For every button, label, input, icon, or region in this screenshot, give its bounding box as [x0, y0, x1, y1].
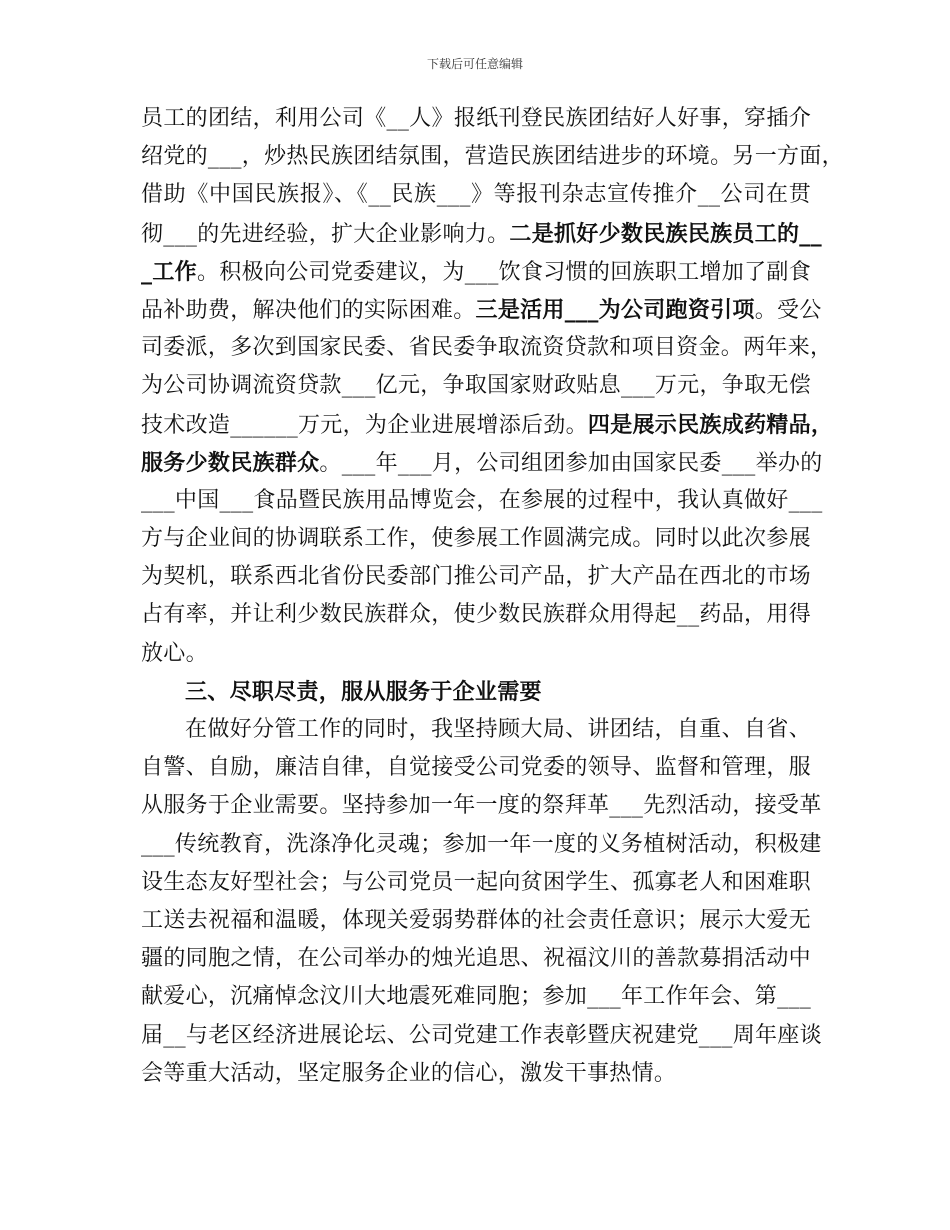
text-run: 献爱心，沉痛悼念汶川大地震死难同胞；参加___年工作年会、第___ — [141, 984, 811, 1010]
paragraph-2-continuation — [141, 100, 844, 673]
section-heading-3: 三、尽职尽责，服从服务于企业需要 — [185, 678, 542, 705]
text-run: 员工的团结，利用公司《__人》报纸刊登民族团结好人好事，穿插介 — [141, 106, 811, 131]
text-line — [141, 253, 811, 291]
text-run: 技术改造______万元，为企业进展增添后劲。 — [141, 412, 588, 438]
text-line — [141, 482, 823, 520]
text-line — [141, 635, 811, 673]
bold-text-run: 三是活用___为公司跑资引项 — [475, 296, 755, 323]
text-line — [141, 215, 822, 253]
text-line — [141, 558, 811, 596]
text-run: 。积极向公司党委建议，为___饮食习惯的回族职工增加了副食 — [196, 259, 812, 285]
text-run: 从服务于企业需要。坚持参加一年一度的祭拜革___先烈活动，接受革 — [141, 793, 822, 819]
bold-text-run: 服务少数民族群众 — [141, 449, 320, 476]
text-line — [141, 940, 811, 978]
text-run: 品补助费，解决他们的实际困难。 — [141, 297, 476, 323]
bold-text-run: _工作 — [141, 258, 197, 285]
page-header: 下载后可任意编辑 — [426, 57, 523, 71]
text-run: 彻___的先进经验，扩大企业影响力。 — [141, 221, 510, 247]
text-line — [141, 444, 823, 482]
text-line — [141, 902, 811, 940]
text-line — [141, 367, 811, 405]
text-line — [141, 978, 811, 1016]
text-run: 占有率，并让利少数民族群众，使少数民族群众用得起__药品，用得 — [141, 602, 811, 628]
bold-text-run: 四是展示民族成药精品， — [587, 411, 834, 438]
text-run: 在做好分管工作的同时，我坚持顾大局、讲团结，自重、自省、 — [185, 717, 811, 742]
text-run: ___传统教育，洗涤净化灵魂；参加一年一度的义务植树活动，积极建 — [141, 831, 822, 857]
text-run: 自警、自励，廉洁自律，自觉接受公司党委的领导、监督和管理，服 — [141, 755, 811, 781]
text-line — [141, 826, 822, 864]
text-line — [141, 596, 811, 634]
text-run: 放心。 — [141, 640, 208, 666]
text-run: 届__与老区经济进展论坛、公司党建工作表彰暨庆祝建党___周年座谈 — [141, 1022, 822, 1048]
bold-text-run: 二是抓好少数民族民族员工的__ — [509, 220, 822, 247]
text-line — [141, 787, 822, 825]
text-run: 工送去祝福和温暖，体现关爱弱势群体的社会责任意识；展示大爱无 — [141, 907, 811, 933]
text-run: 为契机，联系西北省份民委部门推公司产品，扩大产品在西北的市场 — [141, 564, 811, 590]
text-run: 借助《中国民族报》、《__民族___》等报刊杂志宣传推介__公司在贯 — [141, 182, 811, 208]
text-line — [141, 329, 833, 367]
text-run: 。___年___月，公司组团参加由国家民委___举办的 — [319, 450, 823, 476]
paragraph-section-3 — [141, 711, 822, 1093]
text-run: ___中国___食品暨民族用品博览会，在参展的过程中，我认真做好___ — [141, 487, 823, 513]
text-line — [141, 749, 811, 787]
text-run: 司委派，多次到国家民委、省民委争取流资贷款和项目资金。两年来， — [141, 335, 833, 361]
text-line — [141, 520, 811, 558]
text-line — [141, 1017, 822, 1055]
text-line — [141, 864, 811, 902]
document-body — [141, 100, 844, 1093]
text-run: 方与企业间的协调联系工作，使参展工作圆满完成。同时以此次参展 — [141, 526, 811, 552]
text-run: 疆的同胞之情，在公司举办的烛光追思、祝福汶川的善款募捐活动中 — [141, 946, 811, 972]
text-run: 绍党的___，炒热民族团结氛围，营造民族团结进步的环境。另一方面， — [141, 144, 844, 170]
text-run: 为公司协调流资贷款___亿元，争取国家财政贴息___万元，争取无偿 — [141, 373, 811, 399]
text-run: 设生态友好型社会；与公司党员一起向贫困学生、孤寡老人和困难职 — [141, 869, 811, 895]
text-line — [141, 1055, 811, 1093]
text-run: 会等重大活动，坚定服务企业的信心，激发干事热情。 — [141, 1060, 677, 1086]
text-line — [141, 291, 822, 329]
text-run: 。受公 — [754, 297, 822, 323]
text-line — [141, 100, 811, 138]
text-line — [141, 176, 811, 214]
text-line — [141, 138, 844, 176]
text-line — [141, 711, 811, 749]
text-line — [141, 406, 834, 444]
